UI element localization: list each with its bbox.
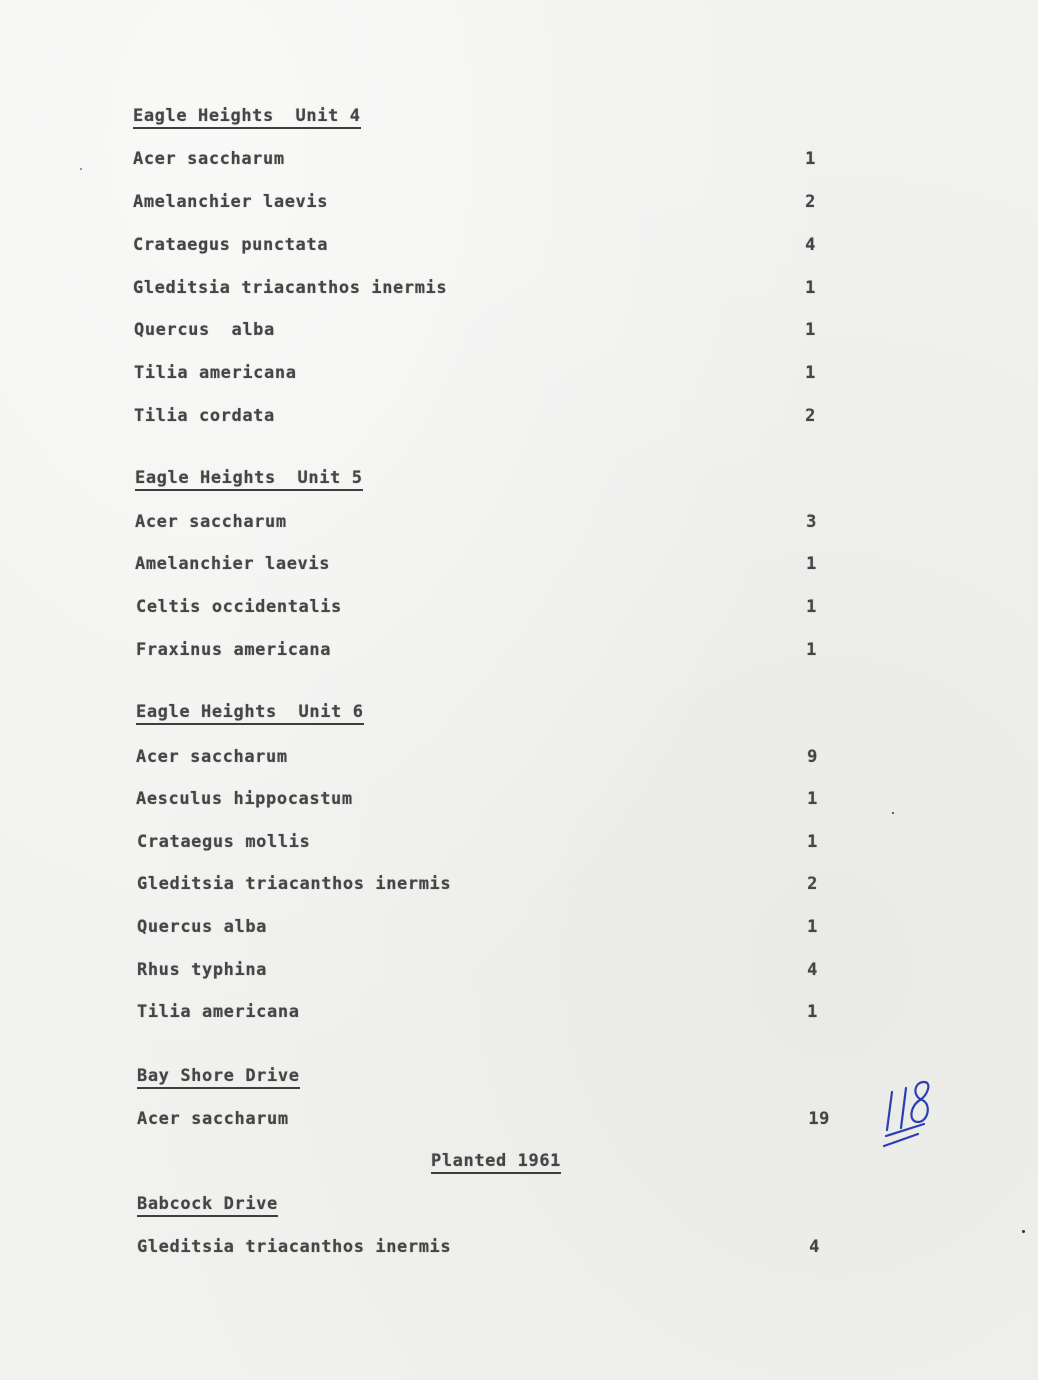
tree-count: 1 (806, 554, 817, 574)
section-heading: Eagle Heights Unit 4 (133, 106, 361, 129)
species-name: Acer saccharum (133, 149, 285, 169)
species-name: Acer saccharum (135, 512, 287, 532)
species-name: Acer saccharum (137, 1109, 289, 1129)
species-name: Aesculus hippocastum (136, 789, 353, 809)
paper-speck (892, 812, 894, 814)
tree-count: 4 (809, 1237, 820, 1257)
tree-count: 1 (805, 320, 816, 340)
tree-count: 4 (807, 960, 818, 980)
tree-count: 1 (807, 917, 818, 937)
species-name: Quercus alba (134, 320, 275, 340)
tree-count: 4 (805, 235, 816, 255)
paper-speck (1022, 1230, 1025, 1233)
species-name: Fraxinus americana (136, 640, 332, 660)
section-heading: Eagle Heights Unit 5 (135, 468, 363, 491)
tree-count: 9 (807, 747, 818, 767)
species-name: Acer saccharum (136, 747, 288, 767)
tree-count: 1 (807, 1002, 818, 1022)
species-name: Amelanchier laevis (133, 192, 329, 212)
section-heading: Babcock Drive (137, 1194, 278, 1217)
tree-count: 1 (805, 363, 816, 383)
planted-year-heading: Planted 1961 (431, 1151, 561, 1174)
tree-count: 1 (806, 640, 817, 660)
species-name: Rhus typhina (137, 960, 268, 980)
species-name: Crataegus punctata (133, 235, 329, 255)
species-name: Amelanchier laevis (135, 554, 331, 574)
tree-count: 1 (806, 597, 817, 617)
species-name: Tilia americana (137, 1002, 300, 1022)
species-name: Quercus alba (137, 917, 268, 937)
section-heading: Bay Shore Drive (137, 1066, 300, 1089)
handwritten-page-number (878, 1070, 938, 1160)
tree-count: 1 (807, 832, 818, 852)
section-heading: Eagle Heights Unit 6 (136, 702, 364, 725)
tree-count: 1 (805, 278, 816, 298)
species-name: Tilia cordata (134, 406, 275, 426)
paper-speck (80, 168, 82, 170)
tree-count: 1 (807, 789, 818, 809)
species-name: Celtis occidentalis (136, 597, 342, 617)
species-name: Tilia americana (134, 363, 297, 383)
tree-count: 1 (805, 149, 816, 169)
tree-count: 3 (806, 512, 817, 532)
species-name: Crataegus mollis (137, 832, 311, 852)
species-name: Gleditsia triacanthos inermis (133, 278, 448, 298)
tree-count: 19 (808, 1109, 830, 1129)
species-name: Gleditsia triacanthos inermis (137, 874, 452, 894)
species-name: Gleditsia triacanthos inermis (137, 1237, 452, 1257)
tree-count: 2 (807, 874, 818, 894)
tree-count: 2 (805, 406, 816, 426)
tree-count: 2 (805, 192, 816, 212)
